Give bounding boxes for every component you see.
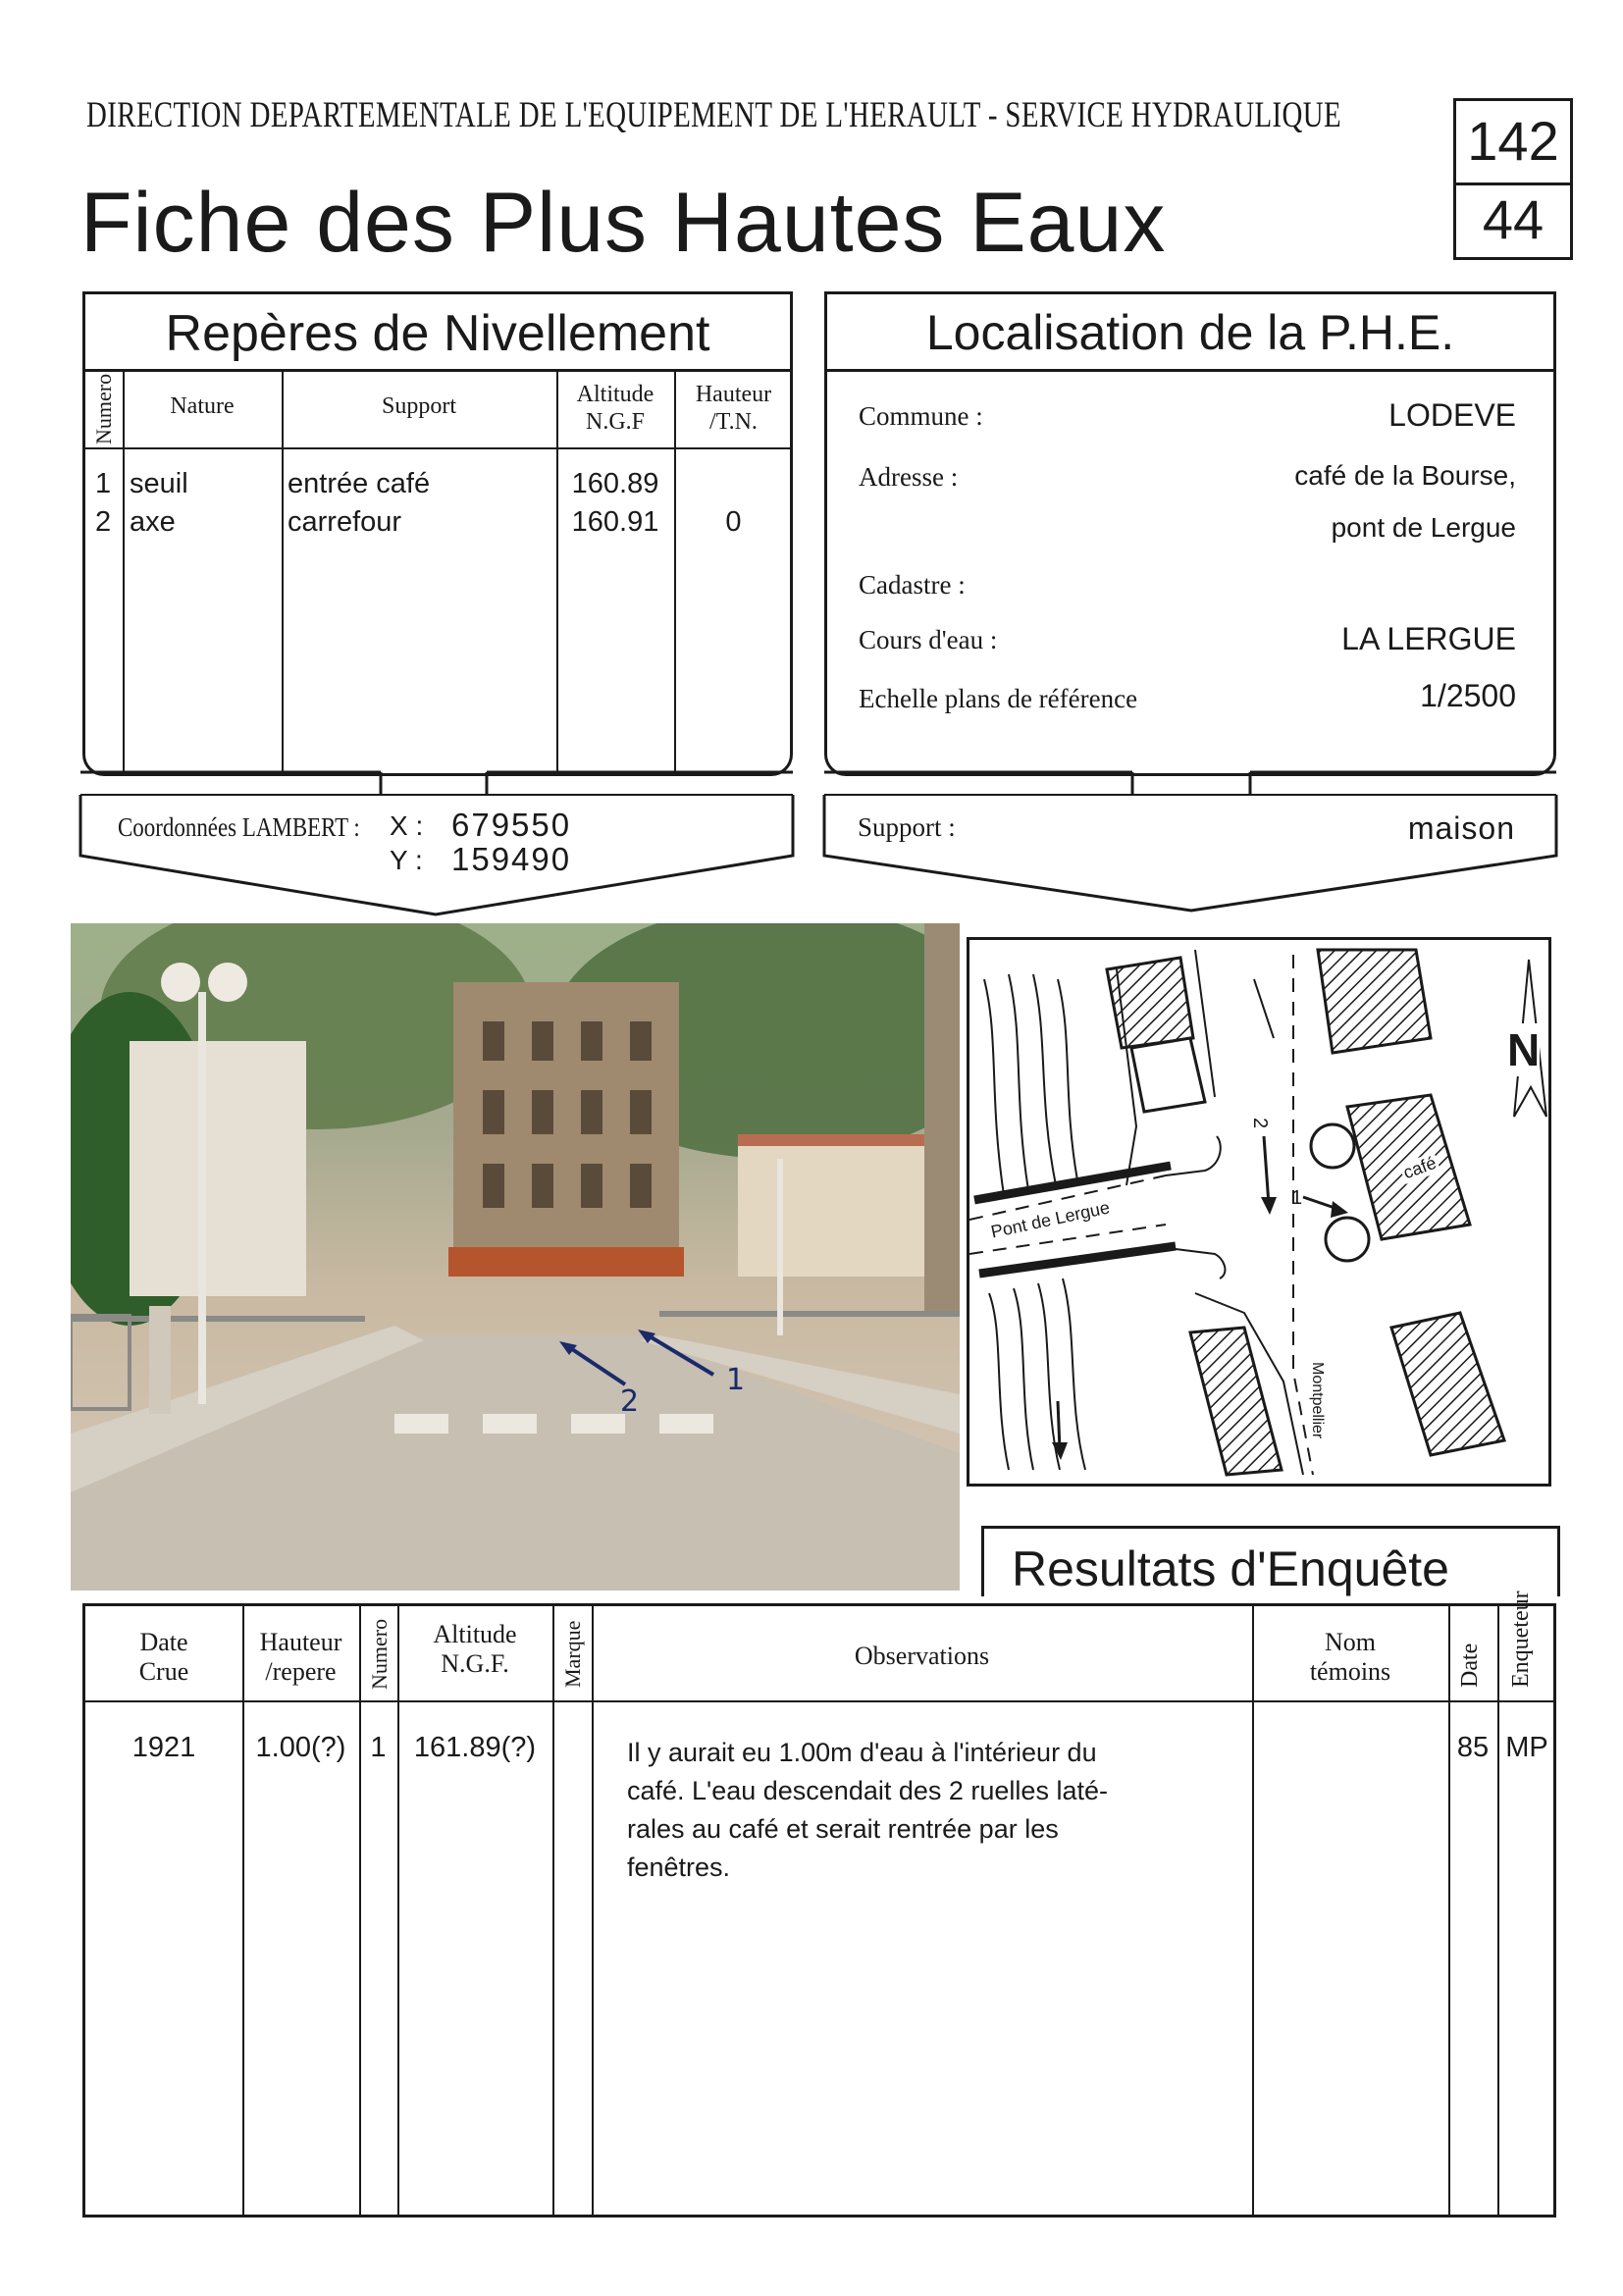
reperes-row-2-hauteur: 0 [725, 506, 742, 538]
col-altitude-header-l2: N.G.F [585, 408, 645, 435]
reference-box [1453, 98, 1573, 260]
support-label: Support : [858, 812, 956, 842]
res-col-enqueteur-header: Enqueteur [1508, 1591, 1534, 1689]
res-col-altitude-header [397, 1620, 552, 1679]
res-col-marque-header: Marque [560, 1620, 585, 1689]
col-hauteur-header [674, 382, 793, 436]
photo-arrow-1-label: 1 [726, 1363, 746, 1397]
street-photo-drawing [71, 923, 960, 1591]
res-col-hauteur-l1: Hauteur [259, 1628, 342, 1656]
res-col-nom-header [1252, 1628, 1448, 1687]
col-hauteur-header-l1: Hauteur [695, 382, 772, 407]
adresse-label: Adresse : [859, 462, 959, 492]
reperes-title: Repères de Nivellement [165, 305, 710, 362]
localisation-panel [824, 372, 1556, 776]
res-col-date-crue-header [85, 1628, 242, 1687]
reperes-row-1-support: entrée café [288, 468, 431, 499]
adresse-line-1: café de la Bourse, [1294, 460, 1516, 491]
resultats-title: Resultats d'Enquête [1012, 1541, 1449, 1596]
reperes-title-box [82, 291, 793, 372]
res-col-altitude-l2: N.G.F. [441, 1648, 509, 1678]
col-numero-header: Numero [91, 373, 116, 444]
res-col-nom-l1: Nom [1325, 1628, 1376, 1656]
lambert-y-value: 159490 [451, 841, 572, 877]
res-col-date-crue-l2: Crue [138, 1656, 189, 1686]
reperes-row-1-nature: seuil [130, 468, 188, 499]
col-altitude-header-l1: Altitude [576, 382, 654, 407]
localisation-title-box [824, 291, 1556, 372]
support-value: maison [1407, 810, 1515, 846]
res-col-hauteur-header [242, 1628, 359, 1687]
reperes-row-2-numero: 2 [95, 506, 112, 538]
res-row-1-altitude: 161.89(?) [413, 1732, 537, 1763]
res-row-1-observations [627, 1734, 1108, 1887]
street-photo [71, 923, 960, 1591]
res-row-1-obs-line-4: fenêtres. [627, 1852, 731, 1882]
res-row-1-numero: 1 [370, 1732, 387, 1763]
map-cafe-label: café [1399, 1152, 1441, 1184]
col-support-header: Support [381, 393, 456, 419]
cours-label: Cours d'eau : [859, 625, 998, 654]
reference-top: 142 [1467, 110, 1559, 172]
cours-value: LA LERGUE [1341, 621, 1516, 656]
map-mark-2: 2 [1249, 1117, 1272, 1129]
location-map [967, 937, 1551, 1487]
col-altitude-header [556, 382, 674, 436]
agency-header: DIRECTION DEPARTEMENTALE DE L'EQUIPEMENT DE L'HERAULT - SERVICE HYDRAULIQUE [86, 95, 1342, 135]
col-hauteur-header-l2: /T.N. [709, 408, 758, 435]
reperes-row-1-altitude: 160.89 [571, 468, 659, 499]
lambert-label: Coordonnées LAMBERT : [118, 812, 360, 842]
reperes-row-2-support: carrefour [288, 506, 402, 538]
res-col-observations-header: Observations [854, 1642, 990, 1670]
res-col-hauteur-l2: /repere [265, 1656, 337, 1686]
res-col-date-header: Date [1457, 1643, 1483, 1688]
page-title: Fiche des Plus Hautes Eaux [80, 176, 1167, 270]
reperes-row-2-nature: axe [130, 506, 176, 538]
map-pont-label: Pont de Lergue [989, 1197, 1112, 1242]
res-row-1-enqueteur: MP [1505, 1732, 1548, 1763]
photo-arrow-2-label: 2 [620, 1384, 640, 1419]
commune-label: Commune : [859, 401, 983, 431]
lambert-y-label: Y : [390, 845, 423, 875]
map-mark-1: 1 [1291, 1187, 1303, 1209]
res-col-nom-l2: témoins [1309, 1656, 1391, 1686]
lambert-x-label: X : [390, 810, 424, 841]
res-row-1-hauteur: 1.00(?) [255, 1732, 346, 1763]
res-row-1-date-crue: 1921 [131, 1732, 196, 1763]
reperes-row-2-altitude: 160.91 [571, 506, 659, 538]
reperes-row-1-numero: 1 [95, 468, 112, 499]
resultats-title-box [981, 1526, 1560, 1596]
map-north-label: N [1507, 1024, 1541, 1075]
res-row-1-obs-line-2: café. L'eau descendait des 2 ruelles laté- [627, 1776, 1108, 1805]
commune-value: LODEVE [1388, 397, 1516, 433]
adresse-line-2: pont de Lergue [1331, 512, 1516, 543]
res-col-numero-header: Numero [367, 1618, 392, 1691]
echelle-value: 1/2500 [1420, 678, 1516, 713]
res-col-altitude-l1: Altitude [433, 1620, 517, 1648]
cadastre-label: Cadastre : [859, 570, 966, 600]
echelle-label: Echelle plans de référence [859, 684, 1138, 713]
col-nature-header: Nature [170, 393, 235, 419]
reperes-table [82, 372, 793, 776]
res-row-1-obs-line-3: rales au café et serait rentrée par les [627, 1814, 1059, 1844]
res-row-1-obs-line-1: Il y aurait eu 1.00m d'eau à l'intérieur du [627, 1738, 1097, 1767]
map-road-label: Montpellier [1309, 1362, 1326, 1439]
localisation-title: Localisation de la P.H.E. [925, 305, 1455, 360]
lambert-x-value: 679550 [451, 807, 572, 843]
lambert-arrow-frame [77, 767, 803, 924]
res-col-date-crue-l1: Date [139, 1628, 188, 1656]
reference-bottom: 44 [1482, 188, 1544, 250]
res-row-1-date: 85 [1456, 1732, 1490, 1763]
resultats-table [82, 1591, 1556, 2218]
